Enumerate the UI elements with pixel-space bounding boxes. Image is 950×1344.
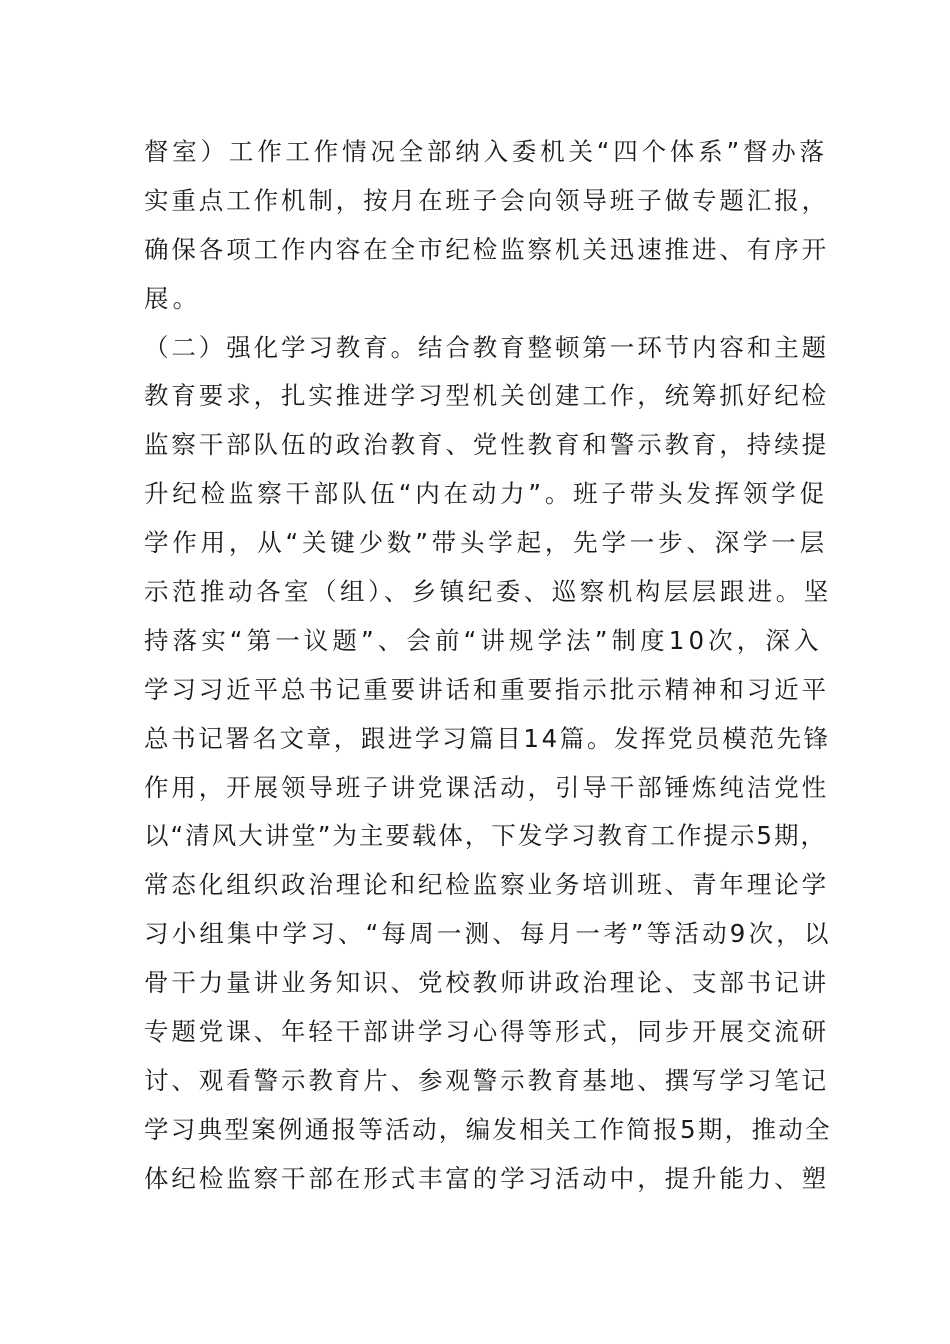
text-line-2: 实重点工作机制，按月在班子会向领导班子做专题汇报， xyxy=(144,185,829,215)
text-line-6: 教育要求，扎实推进学习型机关创建工作，统筹抓好纪检 xyxy=(144,381,829,411)
text-line-4: 展。 xyxy=(144,283,202,313)
text-line-21: 学习典型案例通报等活动，编发相关工作简报5期，推动全 xyxy=(144,1114,832,1144)
text-line-14: 作用，开展领导班子讲党课活动，引导干部锤炼纯洁党性 xyxy=(144,772,829,802)
text-line-13: 总书记署名文章，跟进学习篇目14篇。发挥党员模范先锋 xyxy=(144,723,831,753)
body-text xyxy=(144,128,832,1204)
text-line-17: 习小组集中学习、“每周一测、每月一考”等活动9次，以 xyxy=(144,919,832,949)
text-line-1: 督室）工作工作情况全部纳入委机关“四个体系”督办落 xyxy=(144,137,828,166)
text-line-19: 专题党课、年轻干部讲学习心得等形式，同步开展交流研 xyxy=(144,1017,829,1047)
text-line-5: （二）强化学习教育。结合教育整顿第一环节内容和主题 xyxy=(144,332,829,362)
text-line-9: 学作用，从“关键少数”带头学起，先学一步、深学一层 xyxy=(144,528,828,558)
text-line-22: 体纪检监察干部在形式丰富的学习活动中，提升能力、塑 xyxy=(144,1163,829,1193)
text-line-16: 常态化组织政治理论和纪检监察业务培训班、青年理论学 xyxy=(144,870,829,900)
text-line-3: 确保各项工作内容在全市纪检监察机关迅速推进、有序开 xyxy=(144,234,829,264)
text-line-8: 升纪检监察干部队伍“内在动力”。班子带头发挥领学促 xyxy=(144,479,828,509)
text-line-7: 监察干部队伍的政治教育、党性教育和警示教育，持续提 xyxy=(144,430,829,460)
text-line-12: 学习习近平总书记重要讲话和重要指示批示精神和习近平 xyxy=(144,674,829,704)
text-line-20: 讨、观看警示教育片、参观警示教育基地、撰写学习笔记 xyxy=(144,1065,829,1095)
text-line-10: 示范推动各室（组）、乡镇纪委、巡察机构层层跟进。坚 xyxy=(144,577,832,607)
text-line-11: 持落实“第一议题”、会前“讲规学法”制度10次，深入 xyxy=(144,625,823,655)
text-line-15: 以“清风大讲堂”为主要载体，下发学习教育工作提示5期， xyxy=(144,821,827,851)
text-line-18: 骨干力量讲业务知识、党校教师讲政治理论、支部书记讲 xyxy=(144,968,829,998)
